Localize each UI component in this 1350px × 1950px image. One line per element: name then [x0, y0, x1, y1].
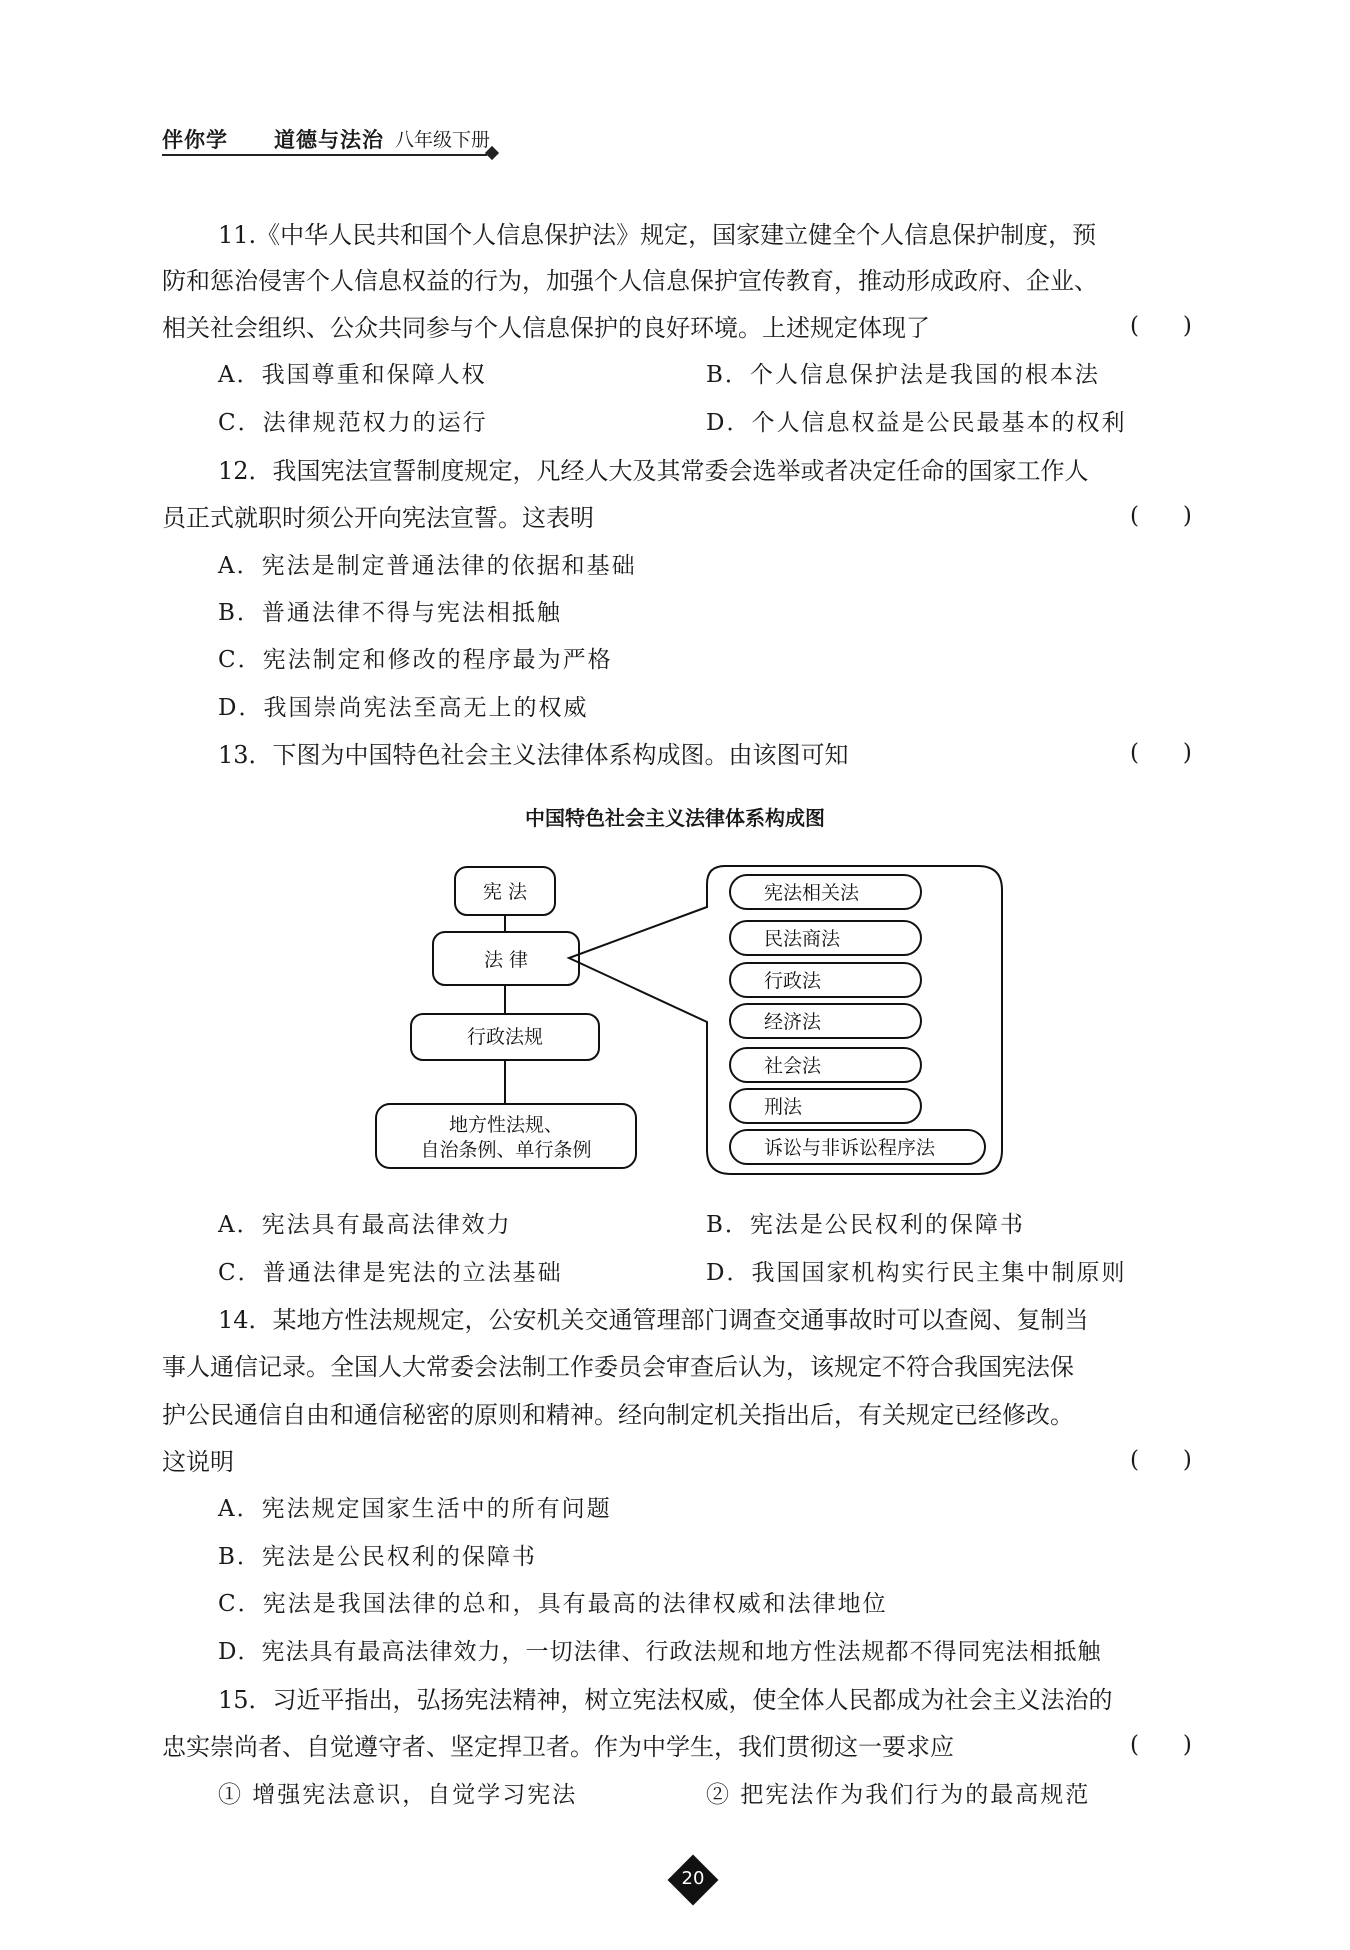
q13-option-c[interactable]: C．普通法律是宪法的立法基础 [218, 1260, 563, 1286]
q11-line-3: 相关社会组织、公众共同参与个人信息保护的良好环境。上述规定体现了 [162, 314, 930, 342]
branch-criminal [730, 1089, 921, 1123]
q14-option-a[interactable]: A．宪法规定国家生活中的所有问题 [218, 1496, 612, 1522]
branch-label-2: 民法商法 [764, 928, 841, 950]
node-constitution-label: 宪 法 [482, 881, 528, 903]
q15-line-1: 15．习近平指出，弘扬宪法精神，树立宪法权威，使全体人民都成为社会主义法治的 [218, 1686, 1113, 1714]
branch-economic [730, 1004, 921, 1038]
q13-option-a[interactable]: A．宪法具有最高法律效力 [218, 1212, 512, 1238]
q11-line-2: 防和惩治侵害个人信息权益的行为，加强个人信息保护宣传教育，推动形成政府、企业、 [162, 267, 1098, 295]
q11-answer-bracket[interactable]: ( ) [1130, 313, 1192, 339]
q13-answer-bracket[interactable]: ( ) [1130, 740, 1192, 766]
q12-option-d[interactable]: D．我国崇尚宪法至高无上的权威 [218, 695, 589, 721]
q11-option-a[interactable]: A．我国尊重和保障人权 [218, 362, 487, 388]
q13-option-b[interactable]: B．宪法是公民权利的保障书 [706, 1212, 1025, 1238]
branch-label-4: 经济法 [764, 1011, 822, 1033]
q15-option-2[interactable]: ② 把宪法作为我们行为的最高规范 [706, 1782, 1091, 1808]
q11-option-d[interactable]: D．个人信息权益是公民最基本的权利 [706, 410, 1127, 436]
q14-option-d[interactable]: D．宪法具有最高法律效力，一切法律、行政法规和地方性法规都不得同宪法相抵触 [218, 1639, 1102, 1665]
q14-option-b[interactable]: B．宪法是公民权利的保障书 [218, 1544, 537, 1570]
q14-line-4: 这说明 [162, 1448, 234, 1476]
q12-line-2: 员正式就职时须公开向宪法宣誓。这表明 [162, 504, 594, 532]
branch-administrative [730, 963, 921, 997]
q12-option-c[interactable]: C．宪法制定和修改的程序最为严格 [218, 647, 613, 673]
page-number: 20 [681, 1868, 705, 1889]
q15-answer-bracket[interactable]: ( ) [1130, 1732, 1192, 1758]
branch-label-6: 刑法 [764, 1096, 803, 1118]
q11-option-b[interactable]: B．个人信息保护法是我国的根本法 [706, 362, 1100, 388]
q14-line-3: 护公民通信自由和通信秘密的原则和精神。经向制定机关指出后，有关规定已经修改。 [162, 1401, 1074, 1429]
q11-line-1: 11.《中华人民共和国个人信息保护法》规定，国家建立健全个人信息保护制度，预 [218, 221, 1097, 249]
node-law-label: 法 律 [483, 949, 529, 971]
q13-option-d[interactable]: D．我国国家机构实行民主集中制原则 [706, 1260, 1127, 1286]
q14-answer-bracket[interactable]: ( ) [1130, 1447, 1192, 1473]
node-local-regulations-label-2: 自治条例、单行条例 [420, 1139, 592, 1161]
q14-line-2: 事人通信记录。全国人大常委会法制工作委员会审查后认为，该规定不符合我国宪法保 [162, 1353, 1074, 1381]
q14-line-1: 14．某地方性法规规定，公安机关交通管理部门调查交通事故时可以查阅、复制当 [218, 1306, 1089, 1334]
q14-option-c[interactable]: C．宪法是我国法律的总和，具有最高的法律权威和法律地位 [218, 1591, 888, 1617]
branch-label-1: 宪法相关法 [764, 882, 860, 904]
grade-label: 八年级下册 [395, 129, 491, 151]
branch-label-5: 社会法 [764, 1055, 822, 1077]
book-title: 伴你学 [162, 128, 228, 152]
q11-option-c[interactable]: C．法律规范权力的运行 [218, 410, 488, 436]
q15-line-2: 忠实崇尚者、自觉遵守者、坚定捍卫者。作为中学生，我们贯彻这一要求应 [162, 1733, 954, 1761]
branch-social [730, 1048, 921, 1082]
branch-label-7: 诉讼与非诉讼程序法 [764, 1137, 936, 1159]
node-local-regulations-label-1: 地方性法规、 [448, 1114, 564, 1136]
q15-option-1[interactable]: ① 增强宪法意识，自觉学习宪法 [218, 1782, 578, 1808]
q12-line-1: 12．我国宪法宣誓制度规定，凡经人大及其常委会选举或者决定任命的国家工作人 [218, 457, 1089, 485]
q12-option-a[interactable]: A．宪法是制定普通法律的依据和基础 [218, 553, 637, 579]
q12-option-b[interactable]: B．普通法律不得与宪法相抵触 [218, 600, 562, 626]
q13-line-1: 13．下图为中国特色社会主义法律体系构成图。由该图可知 [218, 741, 849, 769]
node-admin-regulations-label: 行政法规 [466, 1026, 544, 1048]
figure-title: 中国特色社会主义法律体系构成图 [525, 806, 825, 830]
subject-title: 道德与法治 [274, 128, 384, 152]
q12-answer-bracket[interactable]: ( ) [1130, 503, 1192, 529]
branch-label-3: 行政法 [764, 970, 822, 992]
